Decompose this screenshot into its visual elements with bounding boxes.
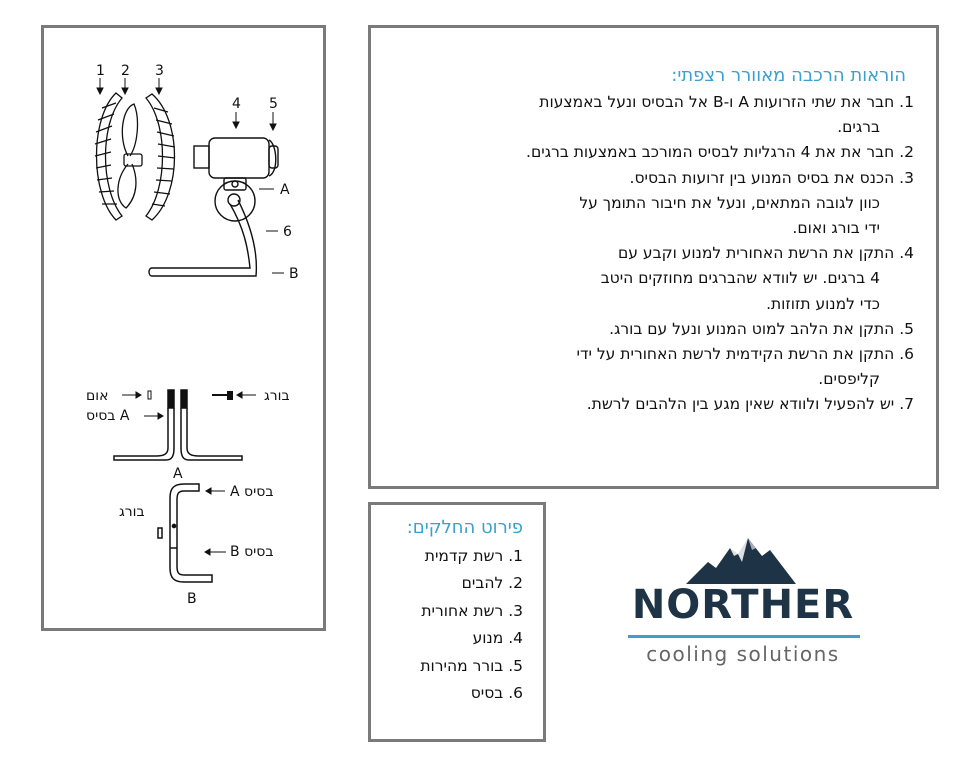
instruction-step [374, 90, 914, 140]
assembly-b-icon [158, 484, 212, 582]
part-item: 1. רשת קדמית [424, 547, 523, 565]
callout-4: 4 [232, 96, 241, 112]
step-line: 3. הכנס את בסיס המנוע בין זרועות הבסיס. [629, 168, 914, 187]
parts-panel [368, 502, 546, 742]
mountain-icon [686, 534, 796, 584]
base-b-label: B בסיס [230, 544, 274, 560]
callout-6: 6 [283, 224, 292, 240]
step-line: כוון לגובה המתאים, ונעל את חיבור התומך על [579, 193, 880, 212]
instruction-step [374, 166, 914, 242]
part-item: 6. בסיס [470, 684, 523, 703]
part-item: 4. מנוע [472, 629, 523, 648]
instructions-heading: הוראות הרכבה מאוורר רצפתי: [671, 65, 906, 86]
callout-b: B [289, 266, 299, 282]
step-line: 7. יש להפעיל ולוודא שאין מגע בין הלהבים לרשת. [586, 395, 914, 414]
step-line: 2. חבר את את 4 הרגליות לבסיס המורכב באמצעות ברגים. [526, 143, 914, 162]
part-item: 2. להבים [461, 574, 523, 593]
step-line: 5. התקן את הלהב למוט המנוע ונעל עם בורג. [609, 319, 914, 338]
callout-a: A [280, 182, 290, 198]
instruction-step [374, 392, 914, 417]
base-b-arrow [205, 549, 226, 555]
callout-5: 5 [269, 96, 278, 112]
step-line: כדי למנוע תזוזות. [766, 294, 880, 313]
nut-label: אום [86, 388, 109, 404]
base-a-label: בסיס A [86, 408, 130, 424]
callout-leaders [97, 78, 276, 130]
step-line: 6. התקן את הרשת הקידמית לרשת האחורית על ידי [576, 345, 914, 364]
nut-icon [148, 391, 151, 399]
step-line: 1. חבר את שתי הזרועות A ו-B אל הבסיס ונעל באמצעות [539, 93, 914, 111]
parts-heading: פירוט החלקים: [406, 517, 523, 538]
motor-icon [194, 138, 276, 178]
norther-logo [620, 534, 870, 674]
assembly-a-icon [114, 390, 242, 460]
instructions-panel [368, 25, 939, 489]
step-line: ידי בורג ואום. [792, 219, 880, 238]
instruction-step [374, 342, 914, 392]
step-line: 4. התקן את הרשת האחורית למנוע וקבע עם [618, 244, 914, 263]
speed-switch-icon [269, 146, 278, 168]
nut-arrow [122, 392, 141, 398]
rear-grill-icon [146, 94, 175, 220]
instruction-step [374, 317, 914, 342]
front-grill-icon [95, 93, 122, 220]
part-item: 5. בורר מהירות [420, 656, 523, 675]
callout-1: 1 [96, 63, 105, 79]
blades-icon [118, 104, 142, 208]
callout-2: 2 [121, 63, 130, 79]
logo-divider [628, 635, 860, 638]
diagram-panel [41, 25, 326, 631]
base-a-arrow [144, 413, 163, 419]
screw-label: בורג [264, 388, 290, 404]
instruction-step [374, 241, 914, 317]
logo-tagline: cooling solutions [646, 642, 840, 666]
assembly-a-label: A [173, 466, 183, 482]
base-a2-arrow [206, 488, 225, 494]
part-item: 3. רשת אחורית [421, 601, 523, 620]
instructions-list [374, 90, 914, 418]
callout-3: 3 [155, 63, 164, 79]
logo-name: NORTHER [631, 582, 855, 628]
base-tube-b-icon [149, 200, 256, 276]
base-a2-label: A בסיס [230, 484, 274, 500]
step-line: 4 ברגים. יש לוודא שהברגים מחוזקים היטב [600, 269, 880, 288]
screw-icon [212, 392, 232, 399]
step-line: קליפסים. [818, 370, 880, 389]
assembly-b-label: B [187, 591, 197, 607]
step-line: ברגים. [837, 118, 880, 137]
instruction-step [374, 140, 914, 165]
fan-assembly-diagram [44, 28, 323, 628]
parts-list [420, 543, 523, 707]
screw-arrow [237, 392, 256, 398]
screw2-label: בורג [119, 504, 145, 520]
